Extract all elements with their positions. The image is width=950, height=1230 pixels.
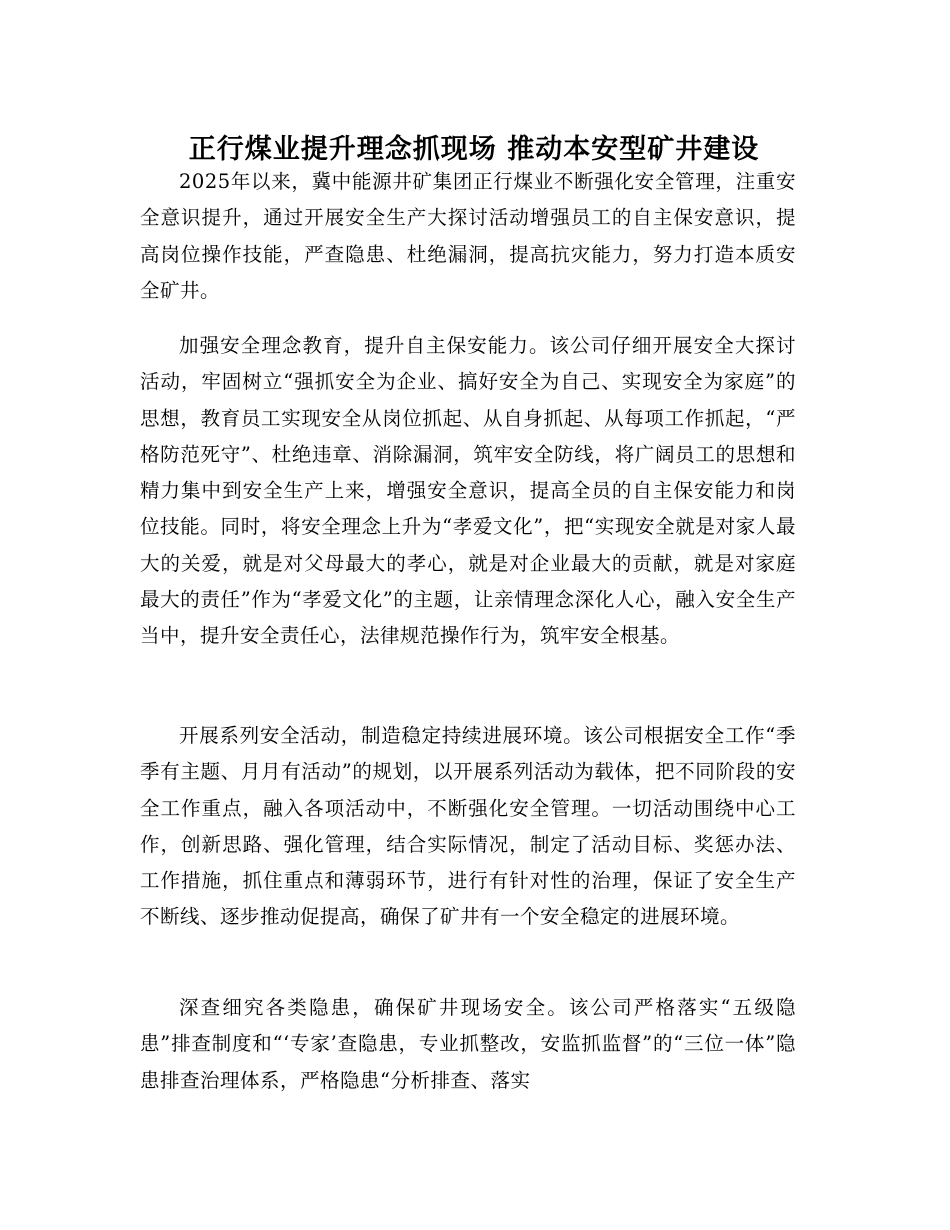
paragraph-hazard-inspection: 深查细究各类隐患，确保矿井现场安全。该公司严格落实“五级隐患”排查制度和“‘专家’查隐患，专业抓整改，安监抓监督”的“三位一体”隐患排查治理体系，严格隐患“分析排查、落实 — [140, 996, 796, 1092]
document-title: 正行煤业提升理念抓现场 推动本安型矿井建设 — [188, 134, 760, 166]
paragraph-intro: 2025年以来，冀中能源井矿集团正行煤业不断强化安全管理，注重安全意识提升，通过开展安全生产大探讨活动增强员工的自主保安意识，提高岗位操作技能，严查隐患、杜绝漏洞，提高抗灾能力，努力打造本质安全矿井。 — [140, 170, 796, 302]
paragraph-safety-activities: 开展系列安全活动，制造稳定持续进展环境。该公司根据安全工作“季季有主题、月月有活动”的规划，以开展系列活动为载体，把不同阶段的安全工作重点，融入各项活动中，不断强化安全管理。一切活动围绕中心工作，创新思路、强化管理，结合实际情况，制定了活动目标、奖惩办法、工作措施，抓住重点和薄弱环节，进行有针对性的治理，保证了安全生产不断线、逐步推动促提高，确保了矿井有一个安全稳定的进展环境。 — [140, 724, 796, 929]
paragraph-safety-education: 加强安全理念教育，提升自主保安能力。该公司仔细开展安全大探讨活动，牢固树立“强抓安全为企业、搞好安全为自己、实现安全为家庭”的思想，教育员工实现安全从岗位抓起、从自身抓起、从每项工作抓起，“严格防范死守”、杜绝违章、消除漏洞，筑牢安全防线，将广阔员工的思想和精力集中到安全生产上来，增强安全意识，提高全员的自主保安能力和岗位技能。同时，将安全理念上升为“孝爱文化”，把“实现安全就是对家人最大的关爱，就是对父母最大的孝心，就是对企业最大的贡献，就是对家庭最大的责任”作为“孝爱文化”的主题，让亲情理念深化人心，融入安全生产当中，提升安全责任心，法律规范操作行为，筑牢安全根基。 — [140, 334, 796, 648]
